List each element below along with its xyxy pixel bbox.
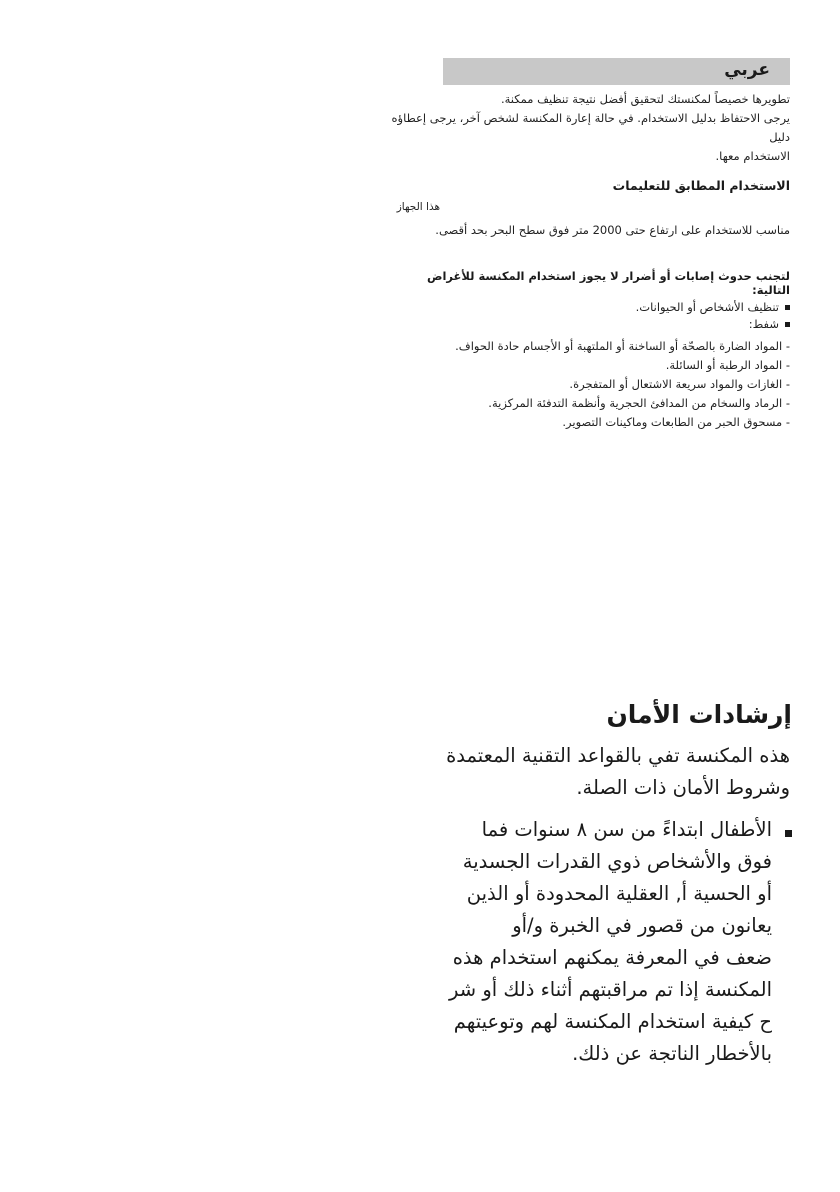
list-item [390, 316, 790, 333]
prohibited-materials-list [390, 337, 790, 432]
language-label: عربي [724, 60, 770, 80]
bullet-line: ضعف في المعرفة يمكنهم استخدام هذه [452, 946, 772, 969]
device-label: هذا الجهاز [396, 201, 440, 213]
bullet-text: تنظيف الأشخاص أو الحيوانات. [635, 300, 779, 314]
prohibited-heading: لتجنب حدوث إصابات أو أضرار لا يجوز استخدام المكنسة للأغراض التالية: [426, 269, 790, 297]
bullet-line: يعانون من قصور في الخبرة و/أو [512, 914, 772, 937]
language-header-bar [443, 58, 790, 85]
intro-line-1: تطويرها خصيصاً لمكنستك لتحقيق أفضل نتيجة تنظيف ممكنة. [500, 92, 790, 106]
intro-line-3: الاستخدام معها. [715, 149, 790, 163]
square-bullet-icon [785, 322, 790, 327]
bullet-text: شفط: [748, 317, 779, 331]
bullet-line: المكنسة إذا تم مراقبتهم أثناء ذلك أو شر [449, 978, 772, 1001]
list-item: - مسحوق الحبر من الطابعات وماكينات التصوير. [390, 413, 790, 432]
bullet-line: بالأخطار الناتجة عن ذلك. [572, 1042, 772, 1065]
intro-paragraph [390, 90, 790, 166]
bullet-line: الأطفال ابتداءً من سن ٨ سنوات فما [481, 818, 772, 841]
list-item [390, 299, 790, 316]
altitude-text: مناسب للاستخدام على ارتفاع حتى 2000 متر فوق سطح البحر بحد أقصى. [435, 223, 790, 237]
safety-intro-line-1: هذه المكنسة تفي بالقواعد التقنية المعتمدة [446, 744, 790, 767]
square-bullet-icon [785, 830, 792, 837]
bullet-line: فوق والأشخاص ذوي القدرات الجسدية [462, 850, 772, 873]
safety-bullet-text [412, 814, 792, 1070]
safety-intro [410, 740, 790, 804]
safety-title: إرشادات الأمان [606, 700, 792, 729]
bullet-line: أو الحسية أ, العقلية المحدودة أو الذين [466, 882, 772, 905]
intended-use-section [390, 178, 790, 240]
prohibited-uses-section [390, 269, 790, 432]
bullet-line: ح كيفية استخدام المكنسة لهم وتوعيتهم [453, 1010, 772, 1033]
prohibited-bullet-list [390, 299, 790, 333]
list-item: - الغازات والمواد سريعة الاشتعال أو المتفجرة. [390, 375, 790, 394]
list-item: - المواد الضارة بالصحّة أو الساخنة أو الملتهبة أو الأجسام حادة الحواف. [390, 337, 790, 356]
safety-intro-line-2: وشروط الأمان ذات الصلة. [576, 776, 790, 799]
square-bullet-icon [785, 305, 790, 310]
intended-use-heading: الاستخدام المطابق للتعليمات [612, 178, 790, 193]
list-item: - الرماد والسخام من المدافئ الحجرية وأنظمة التدفئة المركزية. [390, 394, 790, 413]
safety-bullet [412, 814, 792, 1070]
intro-line-2: يرجى الاحتفاظ بدليل الاستخدام. في حالة إعارة المكنسة لشخص آخر، يرجى إعطاؤه دليل [391, 111, 790, 144]
list-item: - المواد الرطبة أو السائلة. [390, 356, 790, 375]
